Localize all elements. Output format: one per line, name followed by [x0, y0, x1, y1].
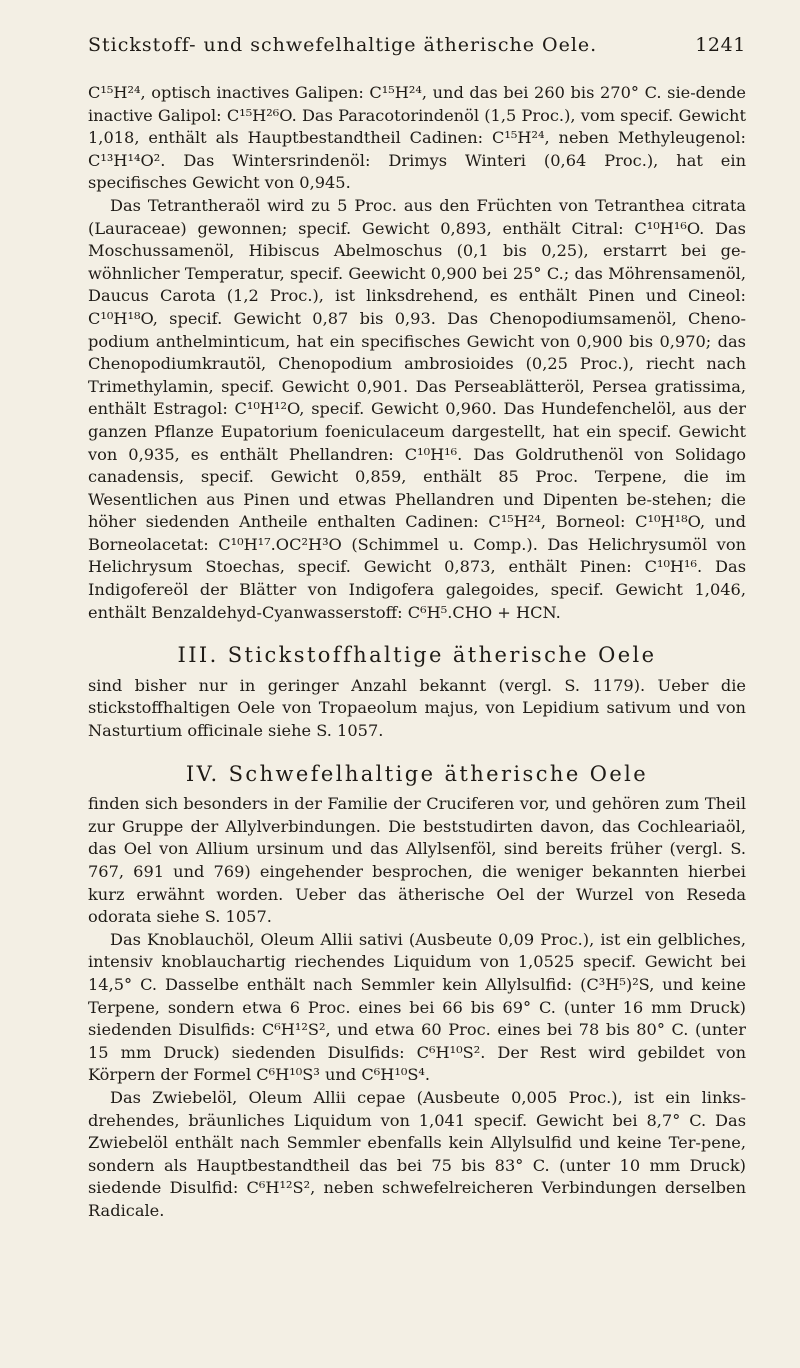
section-heading-stickstoff: III. Stickstoffhaltige ätherische Oele	[177, 643, 657, 668]
paragraph-schwefel: finden sich besonders in der Familie der Cruciferen vor, und gehören zum Theil zur Gruppe der Allylverbindungen. Die beststudirten davon, das Cochleariaöl, das Oel von Allium ursinum und das Allylsenföl, sind bereits früher (vergl. S. 767, 691 und 769) eingehender besprochen, die weniger bekannten hierbei kurz erwähnt worden. Ueber das ätherische Oel der Wurzel von Reseda odorata siehe S. 1057.	[88, 794, 746, 927]
paragraph-knoblauchoel: Das Knoblauchöl, Oleum Allii sativi (Ausbeute 0,09 Proc.), ist ein gelbliches, intensiv knoblauchartig riechendes Liquidum von 1,0525 specif. Gewicht bei 14,5° C. Dasselbe enthält nach Semmler kein Allylsulfid: (C³H⁵)²S, und keine Terpene, sondern etwa 6 Proc. eines bei 66 bis 69° C. (unter 16 mm Druck) siedenden Disulfids: C⁶H¹²S², und etwa 60 Proc. eines bei 78 bis 80° C. (unter 15 mm Druck) siedenden Disulfids: C⁶H¹⁰S². Der Rest wird gebildet von Körpern der Formel C⁶H¹⁰S³ und C⁶H¹⁰S⁴.	[88, 929, 746, 1085]
section-heading-schwefel: IV. Schwefelhaltige ätherische Oele	[185, 761, 649, 786]
running-header	[88, 34, 746, 56]
page-number: 1241	[695, 34, 746, 56]
paragraph-zwiebeloel: Das Zwiebelöl, Oleum Allii cepae (Ausbeute 0,005 Proc.), ist ein links-drehendes, bräunliches Liquidum von 1,041 specif. Gewicht bei 8,7° C. Das Zwiebelöl enthält nach Semmler ebenfalls kein Allylsulfid und keine Ter-pene, sondern als Hauptbestandtheil das bei 75 bis 83° C. (unter 10 mm Druck) siedende Disulfid: C⁶H¹²S², neben schwefelreicheren Verbindungen derselben Radicale.	[88, 1087, 746, 1220]
paragraph-stickstoff: sind bisher nur in geringer Anzahl bekannt (vergl. S. 1179). Ueber die stickstoffhaltigen Oele von Tropaeolum majus, von Lepidium sativum und von Nasturtium officinale siehe S. 1057.	[88, 675, 746, 741]
running-title: Stickstoff- und schwefelhaltige ätherische Oele.	[88, 34, 598, 56]
paragraph-tetrantheraoel: Das Tetrantheraöl wird zu 5 Proc. aus den Früchten von Tetranthea citrata (Lauraceae) gewonnen; specif. Gewicht 0,893, enthält Citral: C¹⁰H¹⁶O. Das Moschussamenöl, Hibiscus Abelmoschus (0,1 bis 0,25), erstarrt bei ge-wöhnlicher Temperatur, specif. Geewicht 0,900 bei 25° C.; das Möhrensamenöl, Daucus Carota (1,2 Proc.), ist linksdrehend, es enthält Pinen und Cineol: C¹⁰H¹⁸O, specif. Gewicht 0,87 bis 0,93. Das Chenopodiumsamenöl, Cheno-podium anthelminticum, hat ein specifisches Gewicht von 0,900 bis 0,970; das Chenopodiumkrautöl, Chenopodium ambrosioides (0,25 Proc.), riecht nach Trimethylamin, specif. Gewicht 0,901. Das Perseablätteröl, Persea gratissima, enthält Estragol: C¹⁰H¹²O, specif. Gewicht 0,960. Das Hundefenchelöl, aus der ganzen Pflanze Eupatorium foeniculaceum dargestellt, hat ein specif. Gewicht von 0,935, es enthält Phellandren: C¹⁰H¹⁶. Das Goldruthenöl von Solidago canadensis, specif. Gewicht 0,859, enthält 85 Proc. Terpene, die im Wesentlichen aus Pinen und etwas Phellandren und Dipenten be-stehen; die höher siedenden Antheile enthalten Cadinen: C¹⁵H²⁴, Borneol: C¹⁰H¹⁸O, und Borneolacetat: C¹⁰H¹⁷.OC²H³O (Schimmel u. Comp.). Das Helichrysumöl von Helichrysum Stoechas, specif. Gewicht 0,873, enthält Pinen: C¹⁰H¹⁶. Das Indigofereöl der Blätter von Indigofera galegoides, specif. Gewicht 1,046, enthält Benzaldehyd-Cyanwasserstoff: C⁶H⁵.CHO + HCN.	[88, 195, 746, 622]
paragraph-galipen: C¹⁵H²⁴, optisch inactives Galipen: C¹⁵H²⁴, und das bei 260 bis 270° C. sie-dende inactive Galipol: C¹⁵H²⁶O. Das Paracotorindenöl (1,5 Proc.), vom specif. Gewicht 1,018, enthält als Hauptbestandtheil Cadinen: C¹⁵H²⁴, neben Methyleugenol: C¹³H¹⁴O². Das Wintersrindenöl: Drimys Winteri (0,64 Proc.), hat ein specifisches Gewicht von 0,945.	[88, 83, 746, 193]
page-body	[88, 82, 746, 1223]
